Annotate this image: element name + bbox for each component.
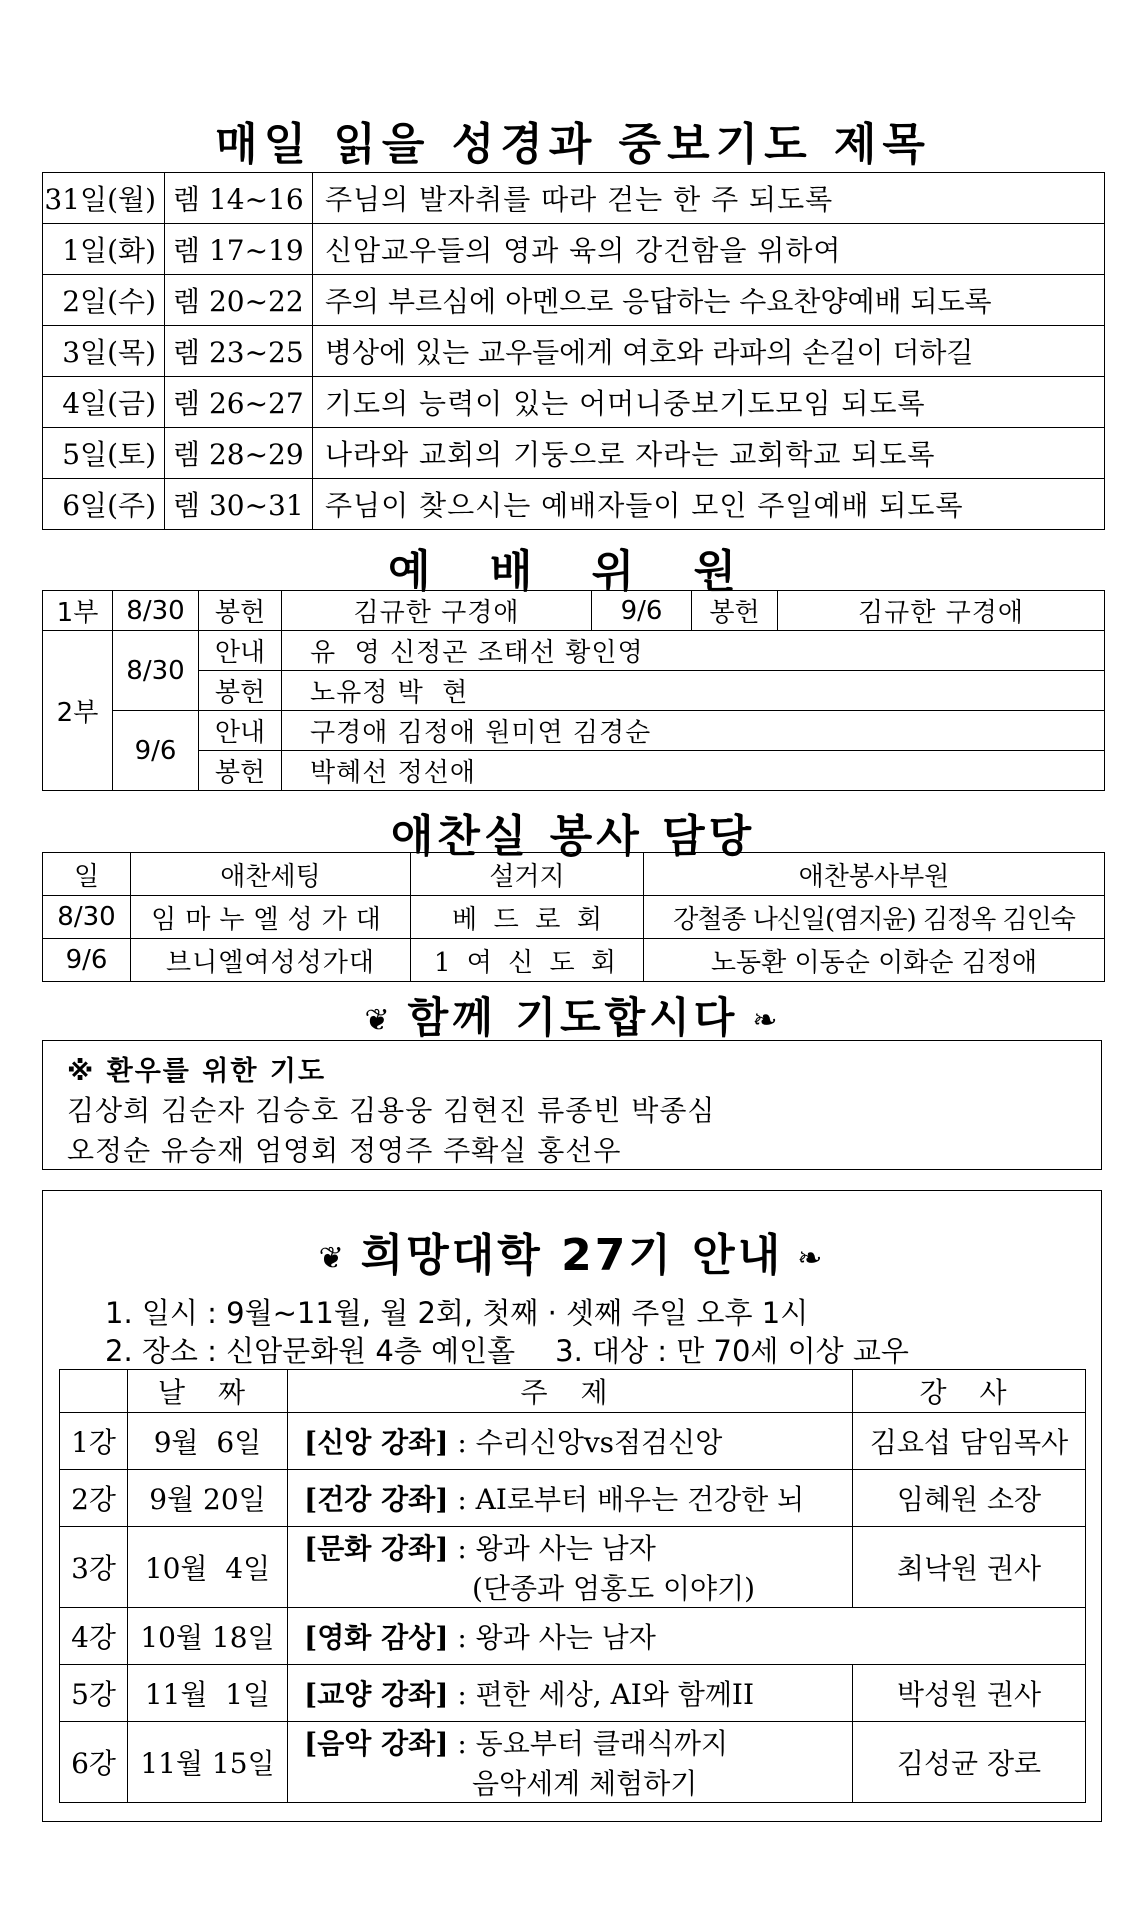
table-row — [43, 173, 1105, 224]
reading-reference: 렘 26~27 — [165, 377, 313, 428]
table-row — [43, 939, 1105, 982]
reading-reference: 렘 23~25 — [165, 326, 313, 377]
reading-date: 1일(화) — [43, 224, 165, 275]
prayer-names-line: 김상희 김순자 김승호 김용웅 김현진 류종빈 박종심 — [67, 1094, 716, 1127]
table-row — [43, 631, 1105, 671]
role-label: 봉헌 — [199, 671, 282, 711]
column-header — [60, 1370, 128, 1413]
location-info — [105, 1329, 909, 1370]
table-row — [43, 377, 1105, 428]
table-row — [43, 711, 1105, 751]
bible-reading-rows — [43, 173, 1105, 530]
reading-date: 6일(주) — [43, 479, 165, 530]
lecture-topic — [288, 1608, 1086, 1665]
lecture-topic — [288, 1722, 853, 1803]
prayer-topic: 주님이 찾으시는 예배자들이 모인 주일예배 되도록 — [313, 479, 1105, 530]
lecture-category: [문화 강좌] — [304, 1532, 449, 1565]
table-row — [43, 275, 1105, 326]
service-members: 노동환 이동순 이화순 김정애 — [644, 939, 1105, 982]
reading-date: 5일(토) — [43, 428, 165, 479]
lecture-subtitle: 음악세계 체험하기 — [472, 1767, 698, 1800]
lecture-title: : 왕과 사는 남자 — [448, 1532, 656, 1565]
ornament-right-icon: ❧ — [752, 1003, 782, 1038]
column-header: 설거지 — [411, 853, 644, 896]
lecture-topic — [288, 1527, 853, 1608]
prayer-topic: 병상에 있는 교우들에게 여호와 라파의 손길이 더하길 — [313, 326, 1105, 377]
worship-committee-title: 예 배 위 원 — [388, 546, 758, 597]
lecture-number: 2강 — [60, 1470, 128, 1527]
hope-college-title — [43, 1219, 1101, 1283]
lecture-date: 11월 15일 — [128, 1722, 288, 1803]
table-header-row — [43, 853, 1105, 896]
service-date: 8/30 — [113, 631, 199, 711]
aechan-service-title: 애찬실 봉사 담당 — [390, 811, 756, 862]
lecture-speaker: 박성원 권사 — [853, 1665, 1086, 1722]
lecture-subtitle: (단종과 엄홍도 이야기) — [472, 1572, 756, 1605]
lecture-speaker: 김요섭 담임목사 — [853, 1413, 1086, 1470]
reading-reference: 렘 14~16 — [165, 173, 313, 224]
table-row — [43, 896, 1105, 939]
table-row — [43, 326, 1105, 377]
lecture-speaker: 최낙원 권사 — [853, 1527, 1086, 1608]
lecture-date: 9월 20일 — [128, 1470, 288, 1527]
reading-reference: 렘 20~22 — [165, 275, 313, 326]
role-label: 봉헌 — [199, 591, 282, 631]
prayer-section-title — [42, 985, 1104, 1041]
dish-team: 1 여 신 도 회 — [411, 939, 644, 982]
table-row — [60, 1413, 1086, 1470]
service-date: 8/30 — [43, 896, 131, 939]
prayer-topic: 나라와 교회의 기둥으로 자라는 교회학교 되도록 — [313, 428, 1105, 479]
service-date: 9/6 — [113, 711, 199, 791]
reading-reference: 렘 30~31 — [165, 479, 313, 530]
reading-date: 31일(월) — [43, 173, 165, 224]
schedule-info: 1. 일시 : 9월~11월, 월 2회, 첫째 · 셋째 주일 오후 1시 — [105, 1296, 809, 1330]
bible-reading-title: 매일 읽을 성경과 중보기도 제목 — [215, 119, 931, 170]
lecture-speaker: 임혜원 소장 — [853, 1470, 1086, 1527]
lecture-number: 1강 — [60, 1413, 128, 1470]
prayer-heading: ※ 환우를 위한 기도 — [67, 1056, 327, 1087]
prayer-topic: 주님의 발자취를 따라 걷는 한 주 되도록 — [313, 173, 1105, 224]
part-label: 2부 — [43, 631, 113, 791]
reading-reference: 렘 17~19 — [165, 224, 313, 275]
table-row — [60, 1470, 1086, 1527]
table-row — [43, 428, 1105, 479]
prayer-topic: 신암교우들의 영과 육의 강건함을 위하여 — [313, 224, 1105, 275]
reading-date: 2일(수) — [43, 275, 165, 326]
lecture-category: [신앙 강좌] — [304, 1426, 449, 1459]
lecture-topic — [288, 1470, 853, 1527]
reading-reference: 렘 28~29 — [165, 428, 313, 479]
table-row — [60, 1608, 1086, 1665]
service-date: 9/6 — [43, 939, 131, 982]
column-header: 애찬봉사부원 — [644, 853, 1105, 896]
hope-college-box — [42, 1190, 1102, 1822]
location-text: 2. 장소 : 신암문화원 4층 예인홀 — [105, 1334, 516, 1368]
service-date: 8/30 — [113, 591, 199, 631]
table-row — [43, 224, 1105, 275]
table-row — [60, 1665, 1086, 1722]
names: 유 영 신정곤 조태선 황인영 — [282, 631, 1105, 671]
lecture-title: : 편한 세상, AI와 함께II — [448, 1678, 755, 1711]
role-label: 안내 — [199, 631, 282, 671]
column-header: 날 짜 — [128, 1370, 288, 1413]
table-row — [43, 751, 1105, 791]
hope-title-text: 희망대학 27기 안내 — [360, 1230, 784, 1281]
ornament-left-icon: ❦ — [364, 1003, 394, 1038]
lecture-title: : AI로부터 배우는 건강한 뇌 — [448, 1483, 805, 1516]
lecture-category: [교양 강좌] — [304, 1678, 449, 1711]
hope-college-table — [59, 1369, 1086, 1803]
names: 구경애 김정애 원미연 김경순 — [282, 711, 1105, 751]
prayer-topic: 주의 부르심에 아멘으로 응답하는 수요찬양예배 되도록 — [313, 275, 1105, 326]
prayer-box — [42, 1040, 1102, 1170]
lecture-category: [건강 강좌] — [304, 1483, 449, 1516]
column-header: 일 — [43, 853, 131, 896]
lecture-title: : 왕과 사는 남자 — [448, 1621, 656, 1654]
names: 김규한 구경애 — [778, 591, 1105, 631]
setting-team: 브니엘여성성가대 — [131, 939, 411, 982]
lecture-topic — [288, 1413, 853, 1470]
names: 김규한 구경애 — [282, 591, 592, 631]
names: 박혜선 정선애 — [282, 751, 1105, 791]
lecture-category: [영화 감상] — [304, 1621, 449, 1654]
service-members: 강철종 나신일(염지윤) 김정옥 김인숙 — [644, 896, 1105, 939]
lecture-category: [음악 강좌] — [304, 1727, 449, 1760]
reading-date: 4일(금) — [43, 377, 165, 428]
lecture-date: 11월 1일 — [128, 1665, 288, 1722]
lecture-number: 4강 — [60, 1608, 128, 1665]
prayer-title-text: 함께 기도합시다 — [407, 993, 739, 1042]
role-label: 봉헌 — [692, 591, 778, 631]
service-date: 9/6 — [592, 591, 692, 631]
role-label: 안내 — [199, 711, 282, 751]
dish-team: 베 드 로 회 — [411, 896, 644, 939]
column-header: 애찬세팅 — [131, 853, 411, 896]
lecture-speaker: 김성균 장로 — [853, 1722, 1086, 1803]
prayer-names-line: 오정순 유승재 엄영회 정영주 주확실 홍선우 — [67, 1134, 622, 1167]
lecture-date: 10월 4일 — [128, 1527, 288, 1608]
table-row — [43, 671, 1105, 711]
lecture-title: : 수리신앙vs점검신앙 — [448, 1426, 723, 1459]
table-row — [60, 1722, 1086, 1803]
bible-reading-table — [42, 172, 1105, 530]
lecture-topic — [288, 1665, 853, 1722]
table-row — [60, 1527, 1086, 1608]
prayer-topic: 기도의 능력이 있는 어머니중보기도모임 되도록 — [313, 377, 1105, 428]
ornament-right-icon: ❧ — [797, 1240, 826, 1276]
column-header: 강 사 — [853, 1370, 1086, 1413]
part-label: 1부 — [43, 591, 113, 631]
table-row — [43, 479, 1105, 530]
lecture-number: 6강 — [60, 1722, 128, 1803]
lecture-date: 10월 18일 — [128, 1608, 288, 1665]
table-header-row — [60, 1370, 1086, 1413]
ornament-left-icon: ❦ — [318, 1240, 347, 1276]
names: 노유정 박 현 — [282, 671, 1105, 711]
target-text: 3. 대상 : 만 70세 이상 교우 — [555, 1334, 909, 1368]
lecture-number: 5강 — [60, 1665, 128, 1722]
worship-committee-table — [42, 590, 1105, 791]
table-row — [43, 591, 1105, 631]
lecture-title: : 동요부터 클래식까지 — [448, 1727, 729, 1760]
reading-date: 3일(목) — [43, 326, 165, 377]
column-header: 주 제 — [288, 1370, 853, 1413]
lecture-number: 3강 — [60, 1527, 128, 1608]
setting-team: 임마누엘성가대 — [131, 896, 411, 939]
lecture-date: 9월 6일 — [128, 1413, 288, 1470]
aechan-service-table — [42, 852, 1105, 982]
role-label: 봉헌 — [199, 751, 282, 791]
